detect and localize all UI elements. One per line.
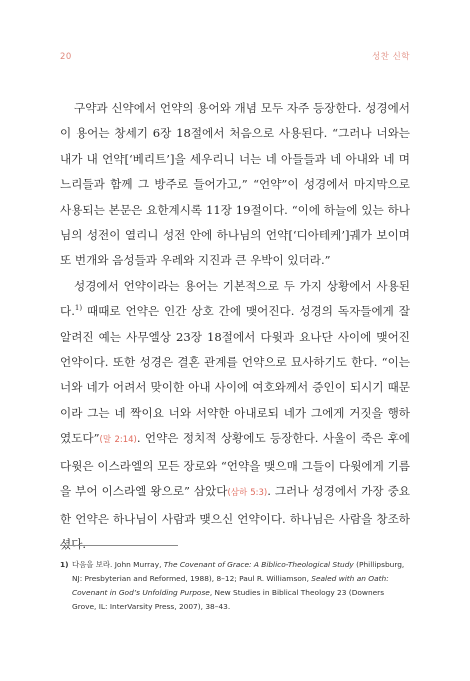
footnote-marker[interactable]: 1) xyxy=(74,304,83,313)
footnote-text-a: 다음을 보라. John Murray, xyxy=(72,560,164,569)
footnote xyxy=(60,558,410,614)
paragraph-1: 구약과 신약에서 언약의 용어와 개념 모두 자주 등장한다. 성경에서 이 용어는 창세기 6장 18절에서 처음으로 사용된다. “그러나 너와는 내가 내 언약[‘베리트’]을 세우리니 너는 네 아들들과 네 아내와 네 며느리들과 함께 그 방주로 들어가고,” “언약”이 성경에서 마지막으로 사용되는 본문은 요한계시록 11장 19절이다. “이에 하늘에 있는 하나님의 성전이 열리니 성전 안에 하나님의 언약[‘디아테케’]궤가 보이며 또 번개와 음성들과 우레와 지진과 큰 우박이 있더라.” xyxy=(60,101,410,268)
scripture-reference-malachi: (말 2:14) xyxy=(99,435,137,446)
running-title: 성찬 신학 xyxy=(371,52,410,62)
scripture-reference-samuel: (삼하 5:3) xyxy=(227,488,268,499)
body-text xyxy=(60,96,410,557)
paragraph-2-text-d: . 그러나 성경에서 가장 중요한 언약은 하나님이 사람과 맺으신 언약이다. 하나님은 사람을 창조하셨다. xyxy=(60,484,410,551)
page-number: 20 xyxy=(60,52,72,62)
footnote-text xyxy=(72,558,410,614)
page-header xyxy=(60,50,410,62)
footnote-title-1: The Covenant of Grace: A Biblico-Theological Study xyxy=(163,560,354,569)
footnote-divider xyxy=(60,545,178,546)
footnote-text-b: (Phillipsburg, NJ: Presbyterian and Reformed, 1988), 8–12; Paul R. Williamson, xyxy=(72,560,405,583)
paragraph-2 xyxy=(60,274,410,557)
footnote-title-2: Sealed with an Oath: Covenant in God’s Unfolding Purpose xyxy=(72,574,389,597)
paragraph-2-text-c: . 언약은 정치적 상황에도 등장한다. 사울이 죽은 후에 다윗은 이스라엘의 모든 장로와 “언약을 맺으매 그들이 다윗에게 기름을 부어 이스라엘 왕으로” 삼았다 xyxy=(60,431,410,499)
footnote-number: 1) xyxy=(60,560,69,569)
paragraph-2-text-a: 성경에서 언약이라는 용어는 기본적으로 두 가지 상황에서 사용된다. xyxy=(60,278,410,319)
paragraph-2-text-b: 때때로 언약은 인간 상호 간에 맺어진다. 성경의 독자들에게 잘 알려진 예는 사무엘상 23장 18절에서 다윗과 요나단 사이에 맺어진 언약이다. 또한 성경은 결혼 관계를 언약으로 묘사하기도 한다. “이는 너와 네가 어려서 맞이한 아내 사이에 여호와께서 증인이 되시기 때문이라 그는 네 짝이요 너와 서약한 아내로되 네가 그에게 거짓을 행하였도다” xyxy=(60,304,410,446)
footnote-text-c: , New Studies in Biblical Theology 23 (Downers Grove, IL: InterVarsity Press, 2007), 38–43. xyxy=(72,588,385,611)
